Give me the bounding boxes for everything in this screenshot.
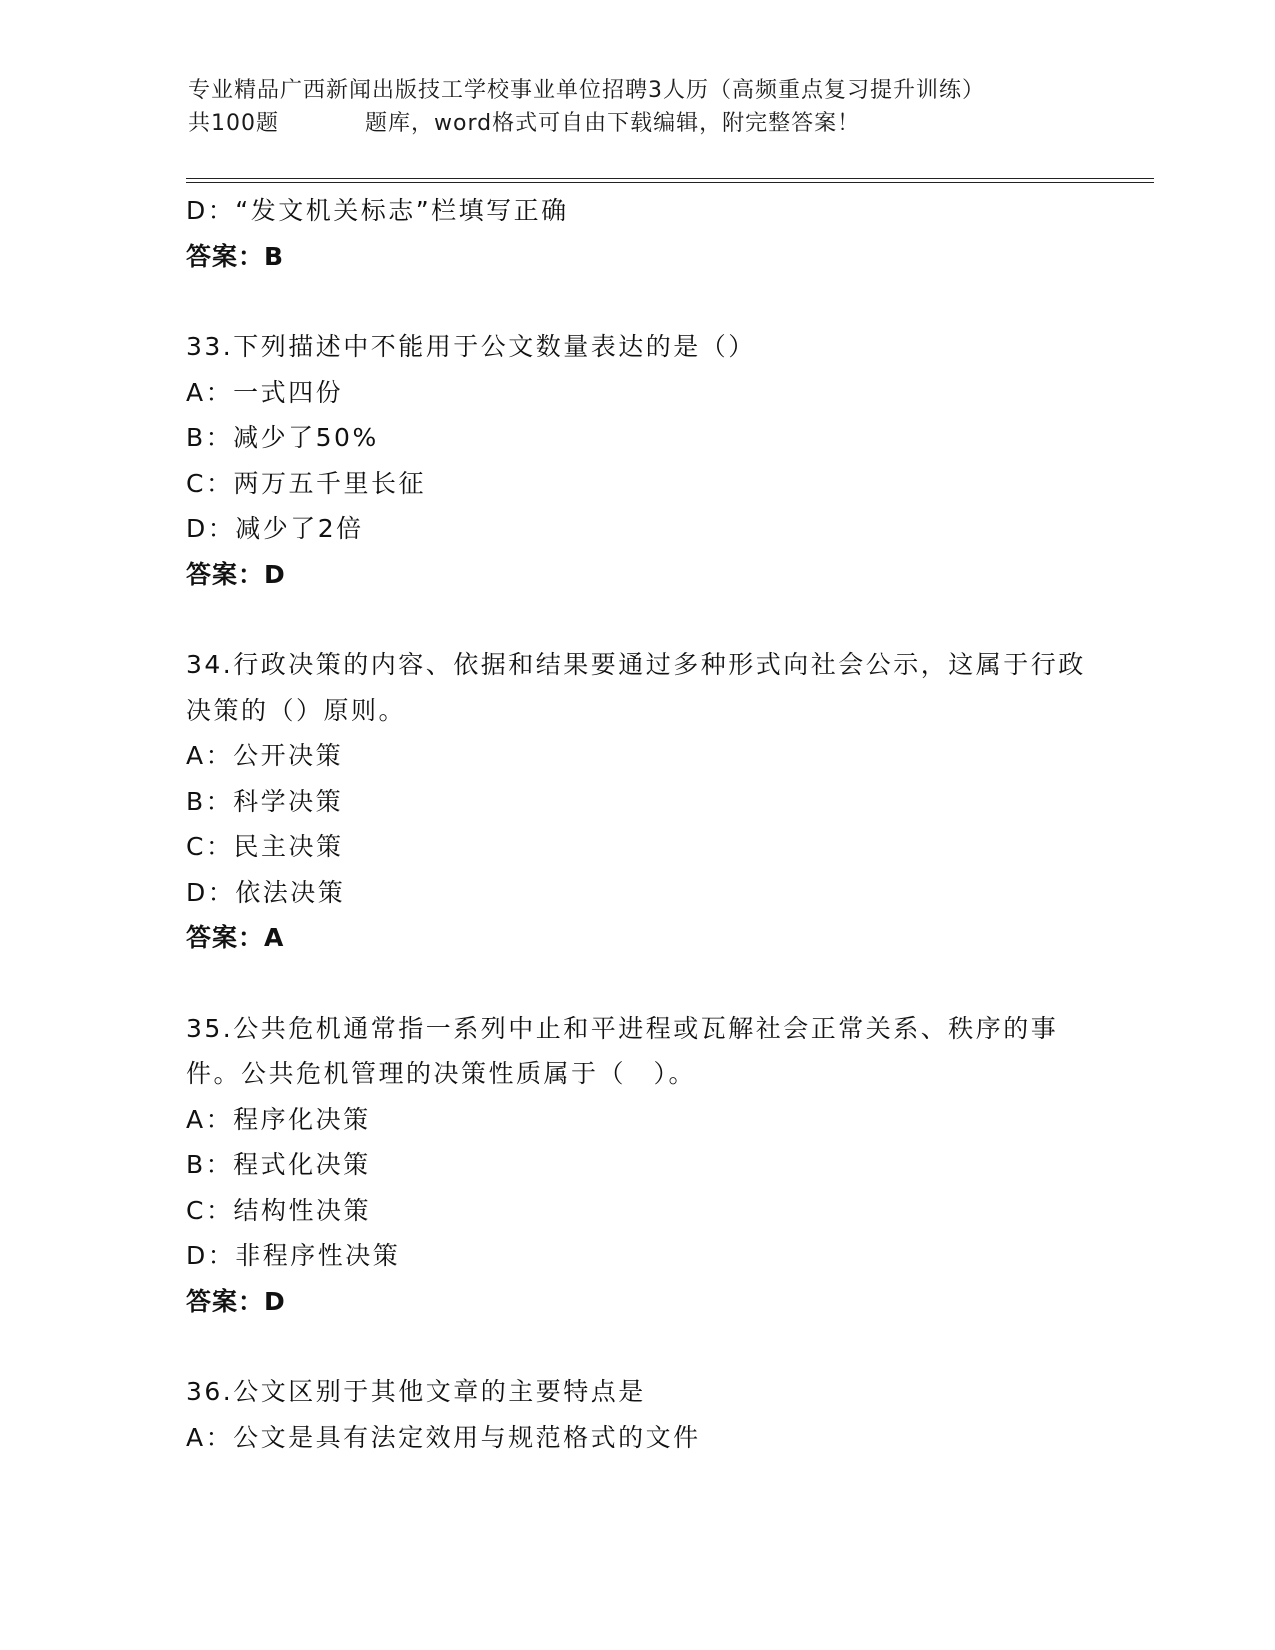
option-d: D：依法决策 [186, 877, 346, 907]
answer: 答案：A [186, 923, 285, 952]
header-subtitle [188, 107, 1108, 140]
option-d: D：“发文机关标志”栏填写正确 [186, 196, 569, 225]
option-a: A：一式四份 [186, 377, 344, 407]
answer: 答案：D [186, 1286, 286, 1316]
option-d: D：减少了2倍 [186, 514, 364, 543]
option-a: A：公开决策 [186, 741, 344, 770]
page-header [188, 74, 1108, 140]
question-block [186, 642, 1146, 961]
question-stem: 36.公文区别于其他文章的主要特点是 [186, 1377, 646, 1406]
option-c: C：两万五千里长征 [186, 468, 426, 498]
option-b: B：程式化决策 [186, 1150, 371, 1179]
question-stem: 35.公共危机通常指一系列中止和平进程或瓦解社会正常关系、秩序的事件。公共危机管理的决策性质属于（ ）。 [186, 1013, 1059, 1088]
question-block [186, 188, 1146, 279]
header-description: 题库，word格式可自由下载编辑，附完整答案！ [365, 111, 861, 136]
header-title: 专业精品广西新闻出版技工学校事业单位招聘3人历（高频重点复习提升训练） [188, 78, 985, 103]
option-b: B：减少了50% [186, 423, 379, 452]
question-list [186, 188, 1146, 1460]
question-block [186, 1369, 1146, 1460]
option-d: D：非程序性决策 [186, 1241, 401, 1270]
question-block [186, 324, 1146, 597]
option-b: B：科学决策 [186, 786, 344, 816]
question-stem: 34.行政决策的内容、依据和结果要通过多种形式向社会公示，这属于行政决策的（）原则。 [186, 650, 1086, 725]
header-question-count: 共100题 [188, 111, 279, 136]
answer: 答案：B [186, 241, 285, 271]
option-a: A：程序化决策 [186, 1104, 371, 1134]
question-stem: 33.下列描述中不能用于公文数量表达的是（） [186, 332, 756, 361]
header-rule-bottom [186, 182, 1154, 183]
answer: 答案：D [186, 559, 286, 589]
header-rule-top [186, 178, 1154, 179]
option-c: C：民主决策 [186, 832, 344, 861]
question-block [186, 1006, 1146, 1325]
option-c: C：结构性决策 [186, 1195, 371, 1225]
option-a: A：公文是具有法定效用与规范格式的文件 [186, 1422, 701, 1452]
